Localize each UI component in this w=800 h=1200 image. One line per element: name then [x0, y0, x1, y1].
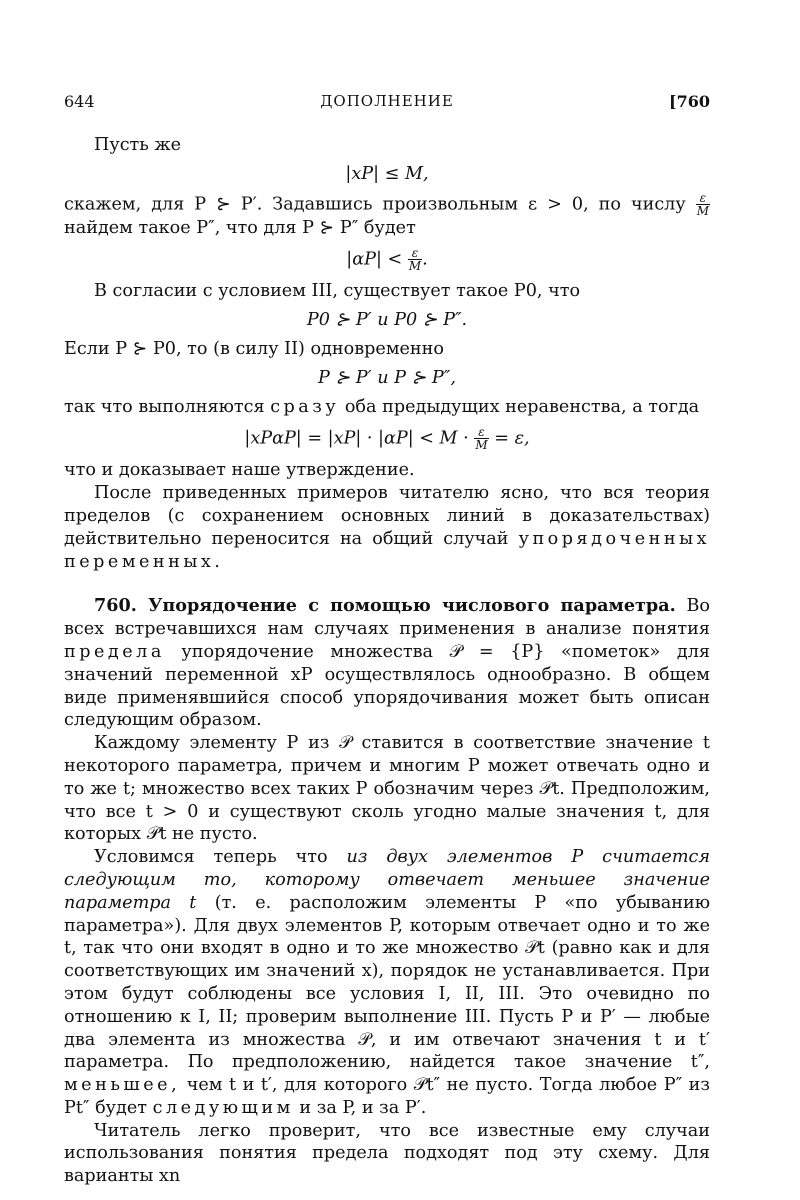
- fraction-denominator: M: [696, 203, 710, 218]
- text-run: Условимся теперь что: [94, 847, 328, 868]
- fraction: [696, 192, 710, 217]
- paragraph: [64, 846, 710, 1120]
- text-run: Во всех встречавшихся нам случаях применения в анализе понятия: [64, 596, 710, 640]
- paragraph: [64, 192, 710, 240]
- spaced-emphasis: следующим: [152, 1097, 294, 1118]
- formula: |xP| ≤ M,: [345, 163, 429, 184]
- text-run: упорядочение множества 𝒫 = {P} «пометок» для значений переменной xP осуществлялось однообразно. В общем виде применявшийся способ упорядочивания может быть описан следующим образом.: [64, 641, 711, 731]
- fraction-denominator: M: [475, 438, 488, 453]
- paragraph: что и доказывает наше утверждение.: [64, 460, 415, 481]
- paragraph: Каждому элементу P из 𝒫 ставится в соответствие значение t некоторого параметра, причем и многим P может отвечать одно и то же t; множество всех таких P обозначим через 𝒫t. Предположим, что все t > 0 и существуют сколь угодно малые значения t, для которых 𝒫t не пусто.: [64, 733, 710, 845]
- formula-text: = ε,: [494, 428, 530, 449]
- formula: [64, 426, 710, 451]
- text-run: найдем такое P″, что для P ⊱ P″ будет: [64, 217, 416, 238]
- formula: [64, 247, 710, 272]
- formula-text: |xPαP| = |xP| · |αP| < M ·: [244, 428, 469, 449]
- text-run: и за P, и за P′.: [299, 1097, 427, 1118]
- fraction-numerator: ε: [408, 247, 422, 260]
- paragraph: В согласии с условием III, существует такое P0, что: [94, 281, 581, 302]
- fraction-numerator: ε: [696, 192, 710, 205]
- section-paragraph: [64, 595, 710, 732]
- fraction: [474, 426, 488, 451]
- running-header: [64, 92, 710, 114]
- italic-definition: из двух элементов P считается следующим то, которому отвечает меньшее значение параметра t: [64, 847, 710, 913]
- spaced-emphasis: сразу: [270, 396, 340, 417]
- formula-text: |αP| <: [346, 249, 403, 270]
- text-run: чем t и t′, для которого 𝒫t″ не пусто. Тогда любое P″ из Pt″ будет: [64, 1075, 710, 1118]
- text-run: оба предыдущих неравенства, а тогда: [344, 396, 700, 417]
- fraction-numerator: ε: [474, 426, 488, 439]
- spaced-emphasis: предела: [64, 641, 165, 662]
- paragraph: [64, 396, 710, 419]
- paragraph: Если P ⊱ P0, то (в силу II) одновременно: [64, 338, 444, 359]
- paragraph: Читатель легко проверит, что все известные ему случаи использования понятия предела подходят под эту схему. Для варианты xn: [64, 1120, 710, 1187]
- section-title: 760. Упорядочение с помощью числового параметра.: [94, 595, 676, 617]
- fraction-denominator: M: [408, 259, 422, 274]
- formula: P0 ⊱ P′ и P0 ⊱ P″.: [306, 310, 468, 331]
- spaced-emphasis: меньшее,: [64, 1075, 181, 1096]
- paragraph: Пусть же: [94, 135, 182, 155]
- formula-text: .: [422, 249, 428, 270]
- text-run: (т. е. расположим элементы P «по убыванию параметра»). Для двух элементов P, которым отвечает одно и то же t, так что они входят в одно и то же множество 𝒫t (равно как и для соответствующих им значений x), порядок не устанавливается. При этом будут соблюдены все условия I, II, III. Это очевидно по отношению к I, II; проверим выполнение III. Пусть P и P′ — любые два элемента из множества 𝒫, и им отвечают значения t и t′ параметра. По предположению, найдется такое значение t″,: [64, 892, 711, 1073]
- section-reference: [760: [669, 92, 710, 111]
- text-run: После приведенных примеров читателю ясно, что вся теория пределов (с сохранением основных линий в доказательствах) действительно переносится на общий случай: [64, 483, 710, 549]
- text-run: так что выполняются: [64, 396, 265, 417]
- formula: P ⊱ P′ и P ⊱ P″,: [318, 367, 456, 388]
- fraction: [408, 247, 422, 272]
- spaced-emphasis: упорядоченных переменных.: [64, 528, 710, 572]
- text-run: скажем, для P ⊱ P′. Задавшись произвольным ε > 0, по числу: [64, 194, 686, 215]
- running-title: ДОПОЛНЕНИЕ: [320, 92, 454, 110]
- page-number: 644: [64, 92, 95, 111]
- paragraph: [64, 482, 710, 573]
- page-body: [64, 134, 710, 1188]
